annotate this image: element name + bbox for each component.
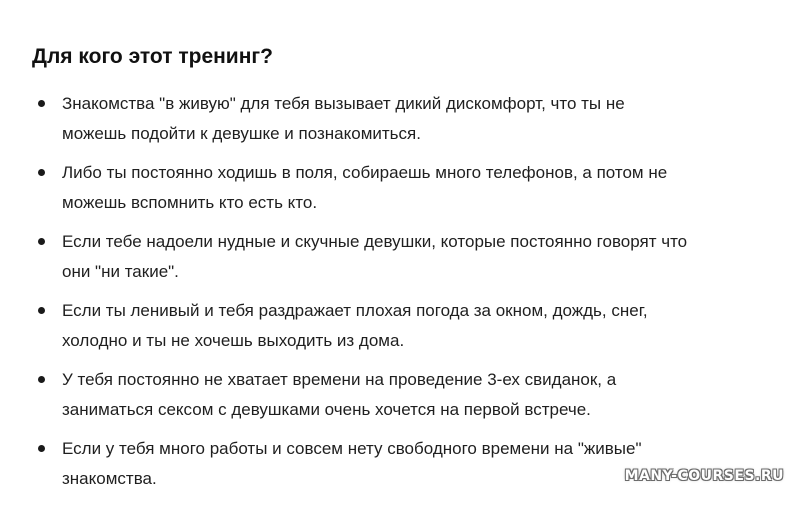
bullet-icon (38, 445, 45, 452)
list-item-line: заниматься сексом с девушками очень хочется на первой встрече. (62, 400, 591, 419)
watermark-logo: MANY-COURSES.RU (624, 468, 784, 484)
list-item-line: можешь подойти к девушке и познакомиться. (62, 124, 421, 143)
list-item-text (62, 365, 778, 425)
list-item-text (62, 296, 778, 356)
bullet-icon (38, 376, 45, 383)
list-item-line: Если ты ленивый и тебя раздражает плохая погода за окном, дождь, снег, (62, 301, 648, 320)
section-heading: Для кого этот тренинг? (32, 45, 273, 68)
list-item-line: Если у тебя много работы и совсем нету свободного времени на "живые" (62, 439, 642, 458)
list-item-line: Знакомства "в живую" для тебя вызывает дикий дискомфорт, что ты не (62, 94, 625, 113)
bullet-icon (38, 100, 45, 107)
list-item-line: можешь вспомнить кто есть кто. (62, 193, 318, 212)
bullet-icon (38, 238, 45, 245)
list-item-line: знакомства. (62, 469, 157, 488)
bullet-icon (38, 169, 45, 176)
list-item-line: Если тебе надоели нудные и скучные девушки, которые постоянно говорят что (62, 232, 688, 251)
list-item-text (62, 89, 778, 149)
list-item-line: Либо ты постоянно ходишь в поля, собираешь много телефонов, а потом не (62, 163, 668, 182)
list-item-line: холодно и ты не хочешь выходить из дома. (62, 331, 405, 350)
list-item-text (62, 434, 778, 494)
list-item-line: они "ни такие". (62, 262, 179, 281)
list-item-line: У тебя постоянно не хватает времени на проведение 3-ех свиданок, а (62, 370, 617, 389)
list-item-text (62, 227, 778, 287)
bullet-icon (38, 307, 45, 314)
list-item-text (62, 158, 778, 218)
